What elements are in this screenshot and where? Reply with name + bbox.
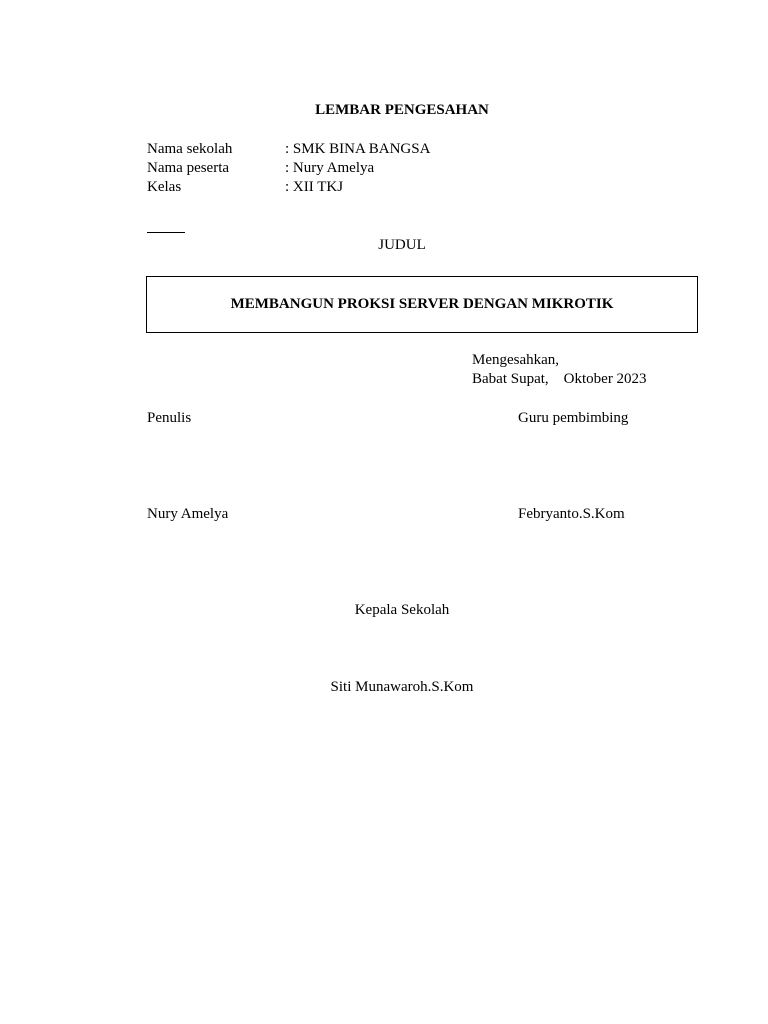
judul-heading: JUDUL	[378, 237, 426, 253]
document-title: LEMBAR PENGESAHAN	[315, 102, 489, 118]
short-rule	[147, 232, 185, 233]
principal-name: Siti Munawaroh.S.Kom	[330, 679, 474, 695]
principal-role: Kepala Sekolah	[354, 602, 450, 618]
judul-box	[146, 276, 698, 333]
judul-text: MEMBANGUN PROKSI SERVER DENGAN MIKROTIK	[230, 296, 614, 312]
info-value-participant: : Nury Amelya	[285, 160, 375, 176]
advisor-name: Febryanto.S.Kom	[518, 506, 625, 522]
writer-role: Penulis	[147, 410, 192, 426]
approval-line-2: Babat Supat, Oktober 2023	[472, 371, 647, 387]
advisor-role: Guru pembimbing	[518, 410, 629, 426]
info-label-class: Kelas	[147, 179, 182, 195]
info-label-school: Nama sekolah	[147, 141, 233, 157]
approval-line-1: Mengesahkan,	[472, 352, 560, 368]
info-value-class: : XII TKJ	[285, 179, 344, 195]
info-label-participant: Nama peserta	[147, 160, 230, 176]
info-value-school: : SMK BINA BANGSA	[285, 141, 431, 157]
writer-name: Nury Amelya	[147, 506, 229, 522]
